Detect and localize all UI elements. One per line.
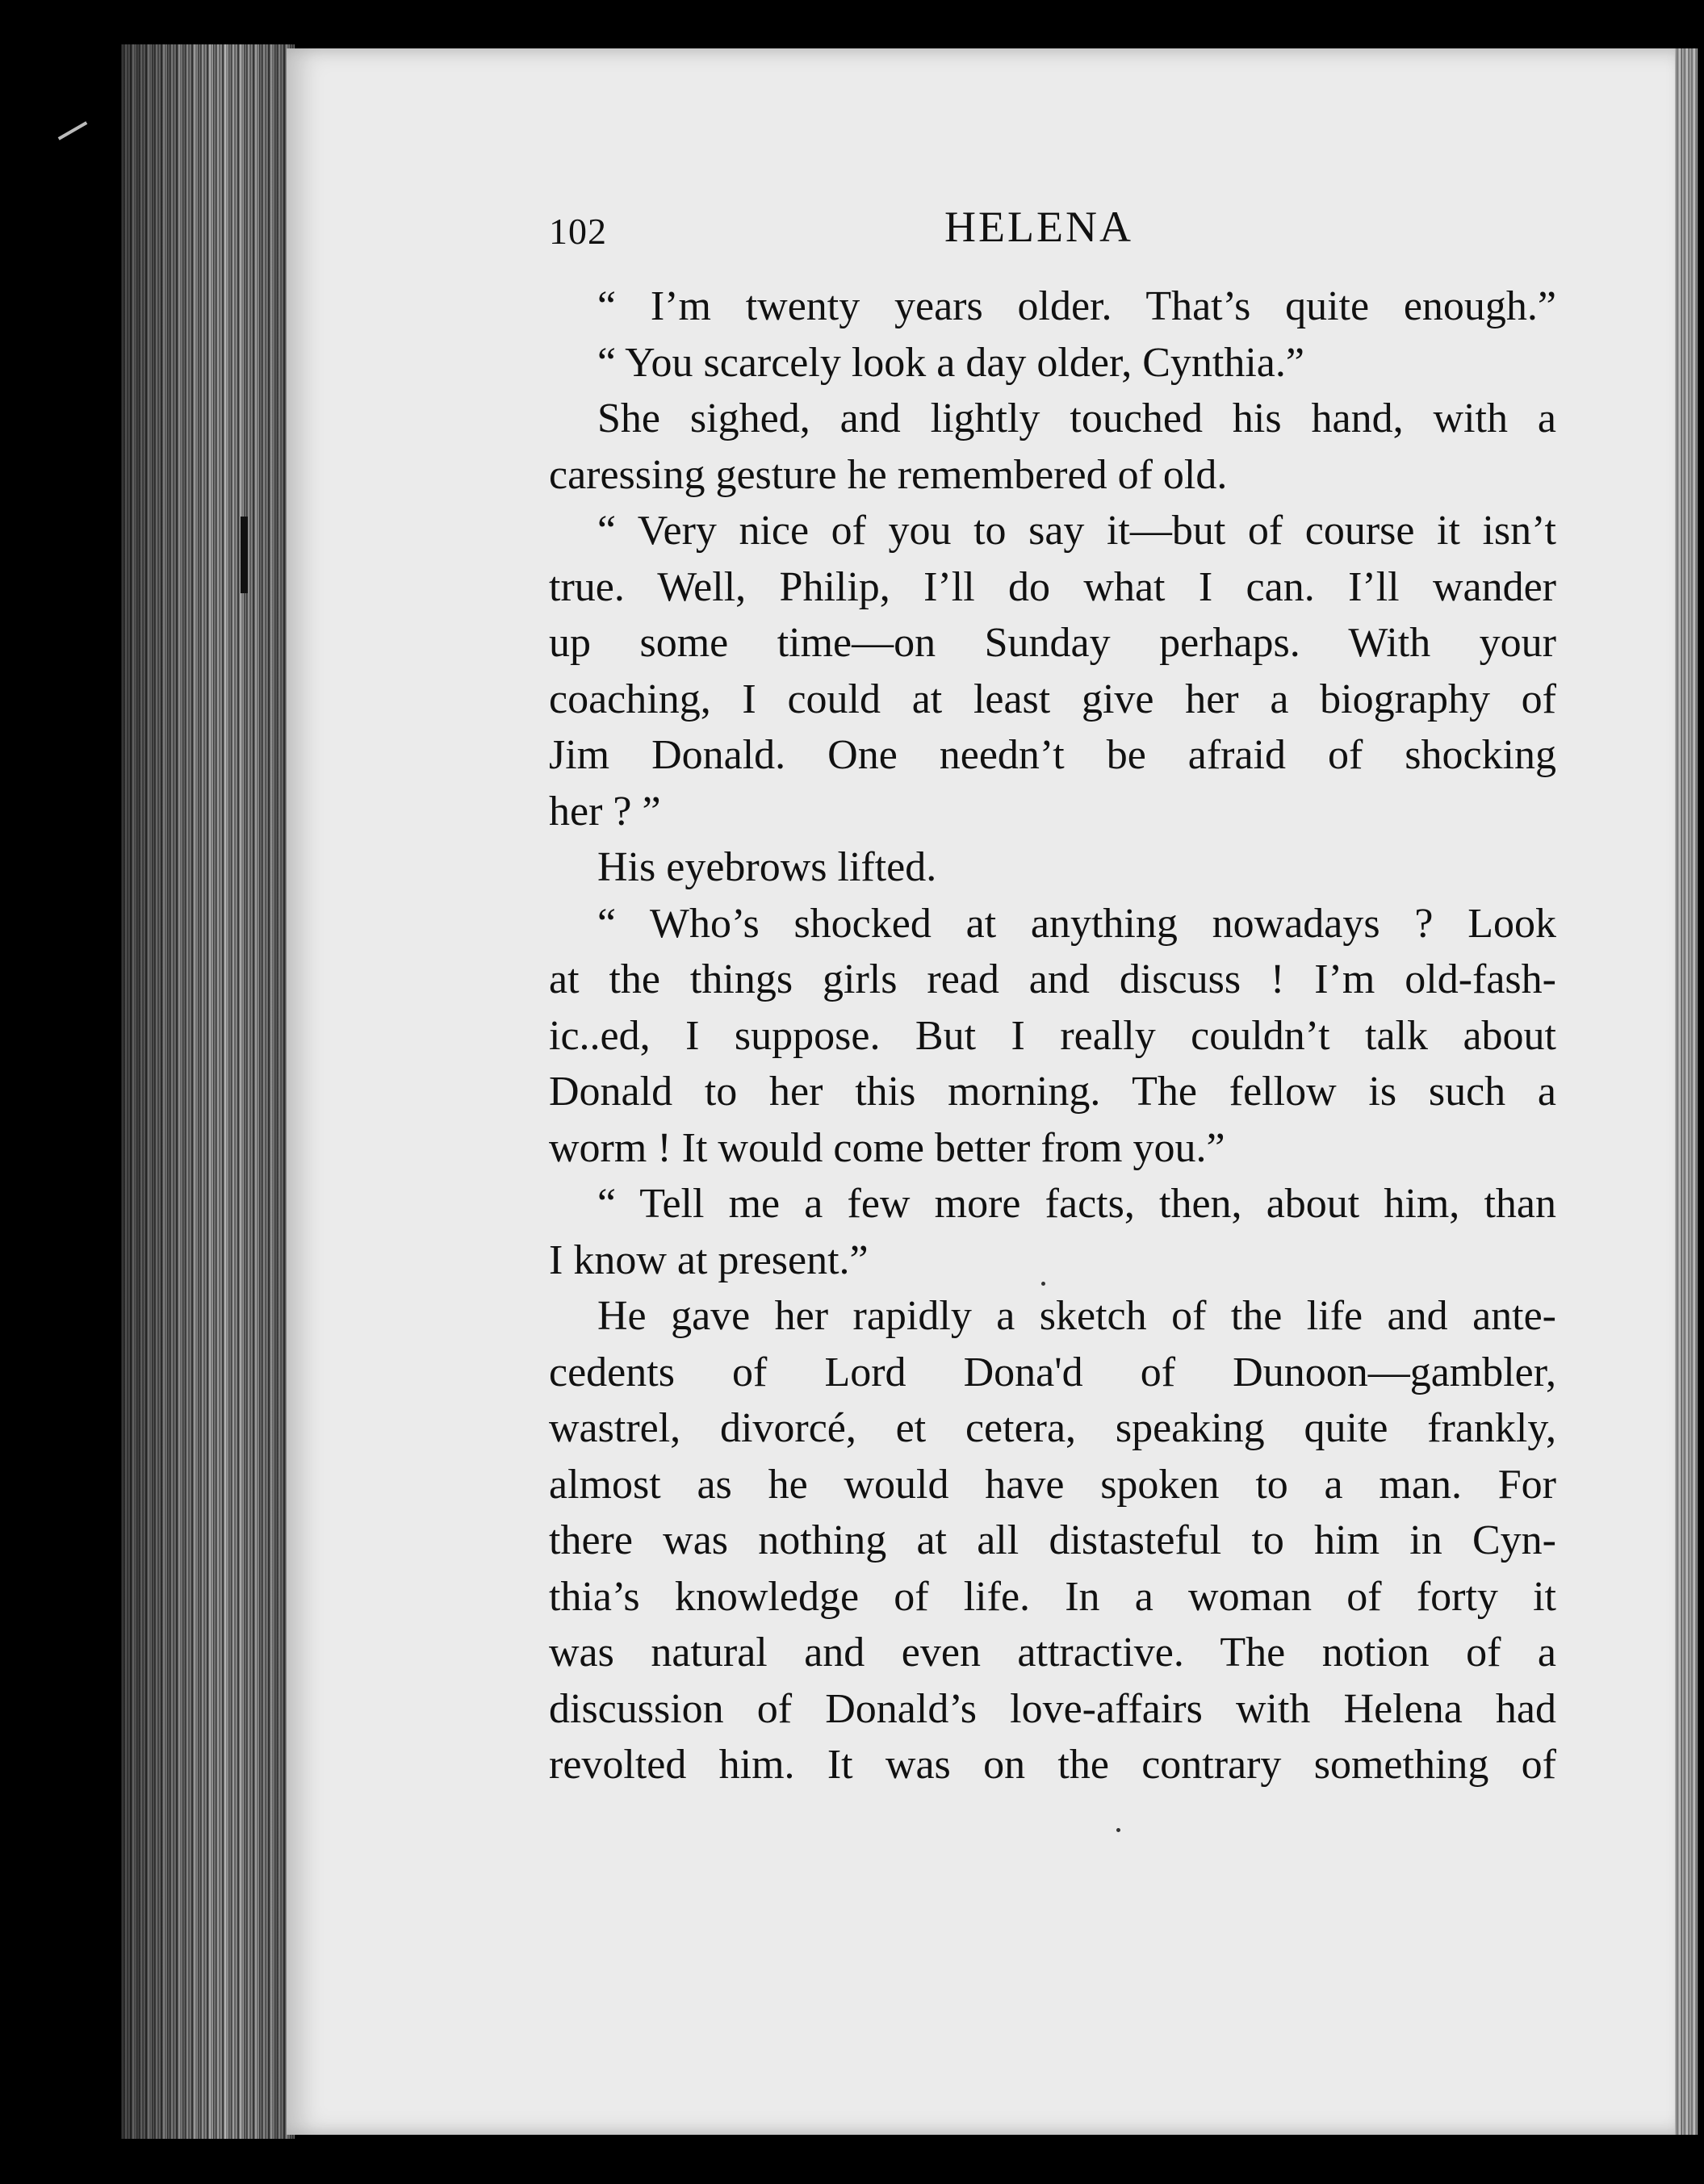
text-line: “ Who’s shocked at anything nowadays ? Look	[597, 900, 1556, 947]
page-edges	[121, 44, 295, 2139]
text-line: was natural and even attractive. The notion of a	[549, 1630, 1556, 1676]
body-text	[549, 278, 1556, 1793]
text-line: He gave her rapidly a sketch of the life and ante-	[597, 1293, 1556, 1339]
text-line: her ? ”	[549, 788, 661, 835]
text-line: up some time—on Sunday perhaps. With your	[549, 620, 1556, 666]
text-line: true. Well, Philip, I’ll do what I can. I’ll wander	[549, 563, 1556, 610]
text-line: almost as he would have spoken to a man. For	[549, 1461, 1556, 1508]
text-line: His eyebrows lifted.	[597, 844, 937, 890]
text-line: thia’s knowledge of life. In a woman of forty it	[549, 1573, 1556, 1620]
page-speck	[1116, 1828, 1120, 1832]
page-number: 102	[549, 211, 607, 252]
text-line: caressing gesture he remembered of old.	[549, 451, 1228, 498]
text-line: at the things girls read and discuss ! I’m old-fash-	[549, 956, 1556, 1002]
binding-mark	[241, 517, 248, 593]
text-line: Donald to her this morning. The fellow is such a	[549, 1069, 1556, 1115]
text-line: coaching, I could at least give her a biography of	[549, 676, 1556, 722]
page-right-edge	[1675, 48, 1698, 2135]
text-line: “ Very nice of you to say it—but of course it isn’t	[597, 508, 1556, 554]
text-line: worm ! It would come better from you.”	[549, 1124, 1225, 1171]
text-line: I know at present.”	[549, 1236, 869, 1283]
text-line: cedents of Lord Dona'd of Dunoon—gambler,	[549, 1349, 1556, 1395]
page-header	[549, 202, 1566, 266]
text-line: discussion of Donald’s love-affairs with Helena had	[549, 1685, 1556, 1732]
text-line: ic..ed, I suppose. But I really couldn’t talk about	[549, 1012, 1556, 1059]
text-line: “ You scarcely look a day older, Cynthia.”	[597, 339, 1304, 386]
text-line: Jim Donald. One needn’t be afraid of shocking	[549, 732, 1556, 778]
text-line: “ Tell me a few more facts, then, about him, than	[597, 1181, 1556, 1227]
running-head: HELENA	[944, 203, 1133, 251]
text-line: “ I’m twenty years older. That’s quite enough.”	[597, 283, 1556, 329]
text-line: wastrel, divorcé, et cetera, speaking quite frankly,	[549, 1405, 1556, 1451]
text-line: She sighed, and lightly touched his hand, with a	[597, 395, 1556, 441]
text-line: revolted him. It was on the contrary something of	[549, 1742, 1556, 1788]
text-line: there was nothing at all distasteful to him in Cyn-	[549, 1517, 1556, 1563]
